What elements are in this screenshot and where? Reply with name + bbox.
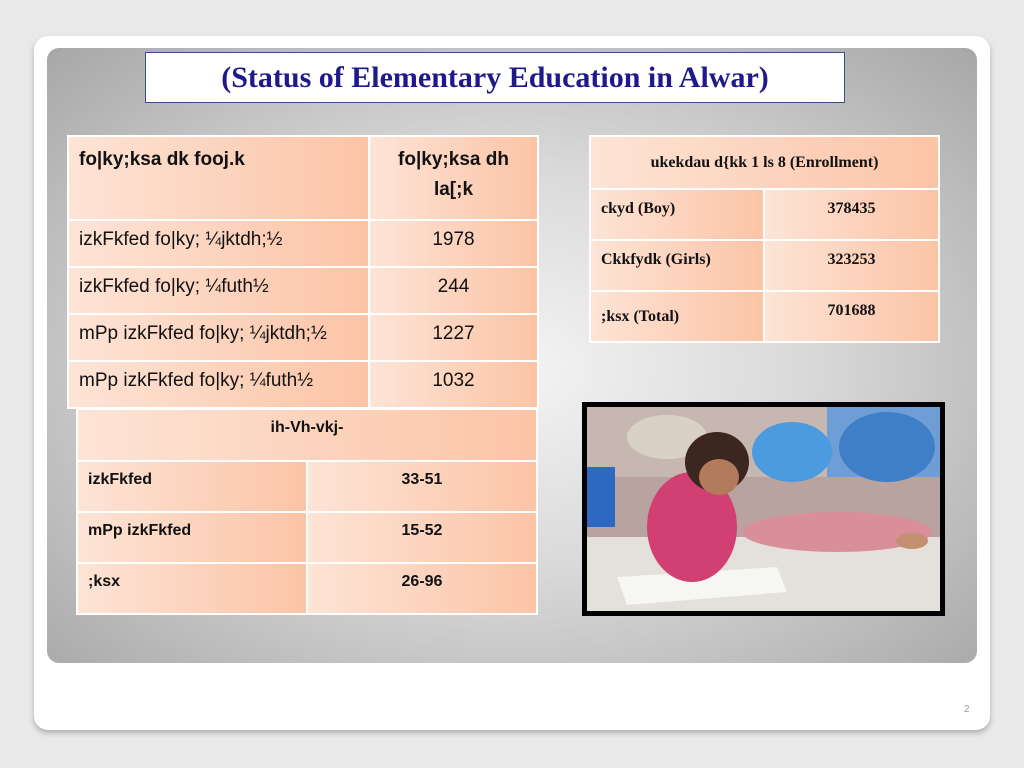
table-header-row <box>77 409 537 461</box>
row-label: ;ksx <box>77 563 307 614</box>
row-value: 1227 <box>369 314 538 361</box>
table-row <box>77 512 537 563</box>
table-row <box>68 314 538 361</box>
row-value: 323253 <box>764 240 939 291</box>
row-value: 33-51 <box>307 461 537 512</box>
page-number: 2 <box>964 704 970 715</box>
row-value: 378435 <box>764 189 939 240</box>
row-value: 15-52 <box>307 512 537 563</box>
table-row <box>77 563 537 614</box>
row-value: 26-96 <box>307 563 537 614</box>
row-value: 701688 <box>764 291 939 342</box>
table-row <box>68 220 538 267</box>
table-header-row <box>590 136 939 189</box>
enrollment-table <box>589 135 940 343</box>
table-row <box>77 461 537 512</box>
table-header-row <box>68 136 538 220</box>
header-cell: ih-Vh-vkj- <box>77 409 537 461</box>
girl-writing-photo <box>582 402 945 616</box>
row-label: ;ksx (Total) <box>590 291 764 342</box>
row-label: izkFkfed fo|ky; ¼futh½ <box>68 267 369 314</box>
header-cell: fo|ky;ksa dk fooj.k <box>68 136 369 220</box>
table-row <box>68 361 538 408</box>
header-cell: ukekdau d{kk 1 ls 8 (Enrollment) <box>590 136 939 189</box>
table-row <box>590 189 939 240</box>
row-label: izkFkfed fo|ky; ¼jktdh;½ <box>68 220 369 267</box>
header-cell: fo|ky;ksa dh la[;k <box>369 136 538 220</box>
row-label: mPp izkFkfed fo|ky; ¼jktdh;½ <box>68 314 369 361</box>
row-value: 244 <box>369 267 538 314</box>
slide-title: (Status of Elementary Education in Alwar) <box>221 60 769 94</box>
row-value: 1978 <box>369 220 538 267</box>
schools-table <box>67 135 539 409</box>
row-label: mPp izkFkfed <box>77 512 307 563</box>
ptr-table <box>76 408 538 615</box>
row-label: Ckkfydk (Girls) <box>590 240 764 291</box>
table-row <box>68 267 538 314</box>
table-row <box>590 291 939 342</box>
row-value: 1032 <box>369 361 538 408</box>
table-row <box>590 240 939 291</box>
row-label: izkFkfed <box>77 461 307 512</box>
row-label: mPp izkFkfed fo|ky; ¼futh½ <box>68 361 369 408</box>
photo-illustration <box>587 407 940 611</box>
title-box <box>145 52 845 103</box>
row-label: ckyd (Boy) <box>590 189 764 240</box>
